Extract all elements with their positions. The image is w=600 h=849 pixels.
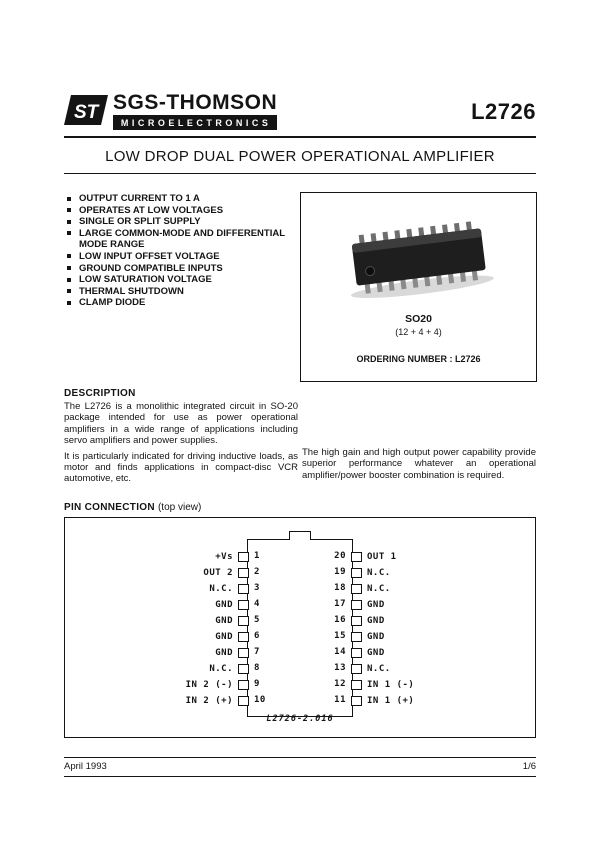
pin-label: IN 1 (+): [367, 696, 415, 706]
pin-row: [353, 661, 449, 677]
pin-label: N.C.: [367, 568, 391, 578]
pin-label: IN 2 (+): [185, 696, 233, 706]
footer-rule: [64, 757, 536, 758]
bullet-square-icon: [67, 266, 71, 270]
feature-label: OUTPUT CURRENT TO 1 A: [79, 193, 200, 204]
pin-number: 4: [254, 599, 260, 609]
pin-stub-icon: [238, 584, 249, 594]
feature-item: [66, 228, 298, 251]
left-pin-labels: [151, 549, 247, 709]
pin-number: 7: [254, 647, 260, 657]
pin-label: GND: [367, 632, 385, 642]
pin-row: [151, 661, 247, 677]
pin-number: 13: [334, 663, 346, 673]
header-rule: [64, 136, 536, 138]
brand-tagline: MICROELECTRONICS: [113, 115, 277, 130]
pin-number: 12: [334, 679, 346, 689]
svg-text:ST: ST: [74, 102, 99, 123]
pin-stub-icon: [238, 552, 249, 562]
pin-row: [151, 581, 247, 597]
package-name: SO20: [405, 313, 432, 325]
pin-stub-icon: [351, 552, 362, 562]
pin-number: 1: [254, 551, 260, 561]
description-paragraph: The L2726 is a monolithic integrated circuit in SO-20 package intended for use as power operational amplifiers in a wide range of applications including servo amplifiers and power supplies.: [64, 401, 298, 447]
feature-item: [66, 286, 298, 298]
pin-label: GND: [367, 616, 385, 626]
title-rule: [64, 173, 536, 174]
bullet-square-icon: [67, 208, 71, 212]
pin-row: [353, 613, 449, 629]
bullet-square-icon: [67, 254, 71, 258]
dip-diagram: [151, 539, 449, 717]
pin-number: 10: [254, 695, 266, 705]
right-pin-numbers: [334, 548, 352, 708]
left-pin-numbers: [248, 548, 266, 708]
page-title: LOW DROP DUAL POWER OPERATIONAL AMPLIFIER: [105, 148, 495, 165]
feature-label: LARGE COMMON-MODE AND DIFFERENTIAL MODE RANGE: [79, 227, 285, 251]
right-pin-labels: [353, 549, 449, 709]
pin-label: OUT 1: [367, 552, 397, 562]
pin-row: [151, 629, 247, 645]
pin-stub-icon: [351, 648, 362, 658]
feature-item: [66, 274, 298, 286]
pin-stub-icon: [238, 696, 249, 706]
brand-text-column: [113, 92, 277, 130]
pin-number: 11: [334, 695, 346, 705]
footer-page-number: 1/6: [522, 761, 536, 772]
pin-stub-icon: [238, 568, 249, 578]
pin-stub-icon: [238, 664, 249, 674]
pin-row: [353, 629, 449, 645]
feature-item: [66, 216, 298, 228]
pin-label: N.C.: [209, 584, 233, 594]
pin-label: GND: [367, 600, 385, 610]
pin-stub-icon: [351, 664, 362, 674]
feature-label: SINGLE OR SPLIT SUPPLY: [79, 216, 201, 228]
pin-label: GND: [215, 616, 233, 626]
pin-number: 17: [334, 599, 346, 609]
description-heading: DESCRIPTION: [64, 388, 136, 399]
pin-stub-icon: [351, 584, 362, 594]
bullet-square-icon: [67, 197, 71, 201]
pin-row: [353, 597, 449, 613]
pin-number: 14: [334, 647, 346, 657]
pin-row: [353, 645, 449, 661]
pin-label: GND: [215, 600, 233, 610]
description-right-paragraph: The high gain and high output power capability provide superior performance whatever an operational amplifier/power booster combination is required.: [302, 447, 536, 481]
ordering-number-value: L2726: [454, 354, 481, 364]
pin-label: N.C.: [367, 584, 391, 594]
pin-number: 18: [334, 583, 346, 593]
feature-item: [66, 251, 298, 263]
bullet-square-icon: [67, 220, 71, 224]
pin-label: GND: [215, 632, 233, 642]
feature-item: [66, 297, 298, 309]
pin-stub-icon: [351, 600, 362, 610]
pin-label: OUT 2: [203, 568, 233, 578]
pin-stub-icon: [238, 600, 249, 610]
dip-outline: [247, 539, 353, 717]
pin-row: [151, 565, 247, 581]
footer-bottom-rule: [64, 776, 536, 777]
pin-label: IN 2 (-): [185, 680, 233, 690]
pin-stub-icon: [238, 680, 249, 690]
pin-connection-title: PIN CONNECTION: [64, 502, 155, 513]
st-logo-icon: [64, 92, 108, 129]
ordering-number-label: ORDERING NUMBER :: [356, 354, 453, 364]
dip-notch: [289, 531, 311, 540]
feature-label: OPERATES AT LOW VOLTAGES: [79, 204, 224, 216]
part-number: L2726: [471, 99, 536, 124]
so20-package-image: [329, 211, 509, 306]
pin-number: 16: [334, 615, 346, 625]
footer-date: April 1993: [64, 761, 107, 772]
pin-row: [151, 677, 247, 693]
feature-label: LOW SATURATION VOLTAGE: [79, 274, 212, 286]
pin-connection-heading: [64, 502, 201, 513]
feature-label: THERMAL SHUTDOWN: [79, 285, 184, 297]
pin-stub-icon: [238, 648, 249, 658]
pin-row: [151, 613, 247, 629]
bullet-square-icon: [67, 289, 71, 293]
pin-row: [353, 549, 449, 565]
description-column: [64, 401, 298, 485]
pin-number: 20: [334, 551, 346, 561]
feature-item: [66, 205, 298, 217]
features-list: [66, 193, 298, 309]
diagram-caption: L2726-2.016: [266, 714, 334, 724]
feature-label: LOW INPUT OFFSET VOLTAGE: [79, 250, 220, 262]
bullet-square-icon: [67, 231, 71, 235]
pin-stub-icon: [351, 680, 362, 690]
pin-stub-icon: [351, 568, 362, 578]
feature-label: CLAMP DIODE: [79, 297, 146, 309]
pin-number: 6: [254, 631, 260, 641]
pin-row: [151, 645, 247, 661]
pin-row: [151, 549, 247, 565]
package-pin-count: (12 + 4 + 4): [395, 327, 442, 337]
pin-row: [353, 565, 449, 581]
pin-row: [151, 693, 247, 709]
pin-label: +Vs: [215, 552, 233, 562]
pin-diagram-box: [64, 517, 536, 738]
pin-number: 2: [254, 567, 260, 577]
bullet-square-icon: [67, 278, 71, 282]
pin-stub-icon: [351, 696, 362, 706]
pin-label: IN 1 (-): [367, 680, 415, 690]
brand-logo-block: [64, 92, 277, 130]
pin-row: [353, 581, 449, 597]
pin-stub-icon: [351, 632, 362, 642]
pin-number: 15: [334, 631, 346, 641]
bullet-square-icon: [67, 301, 71, 305]
pin-label: N.C.: [209, 664, 233, 674]
pin-label: GND: [367, 648, 385, 658]
pin-number: 5: [254, 615, 260, 625]
pin-number: 3: [254, 583, 260, 593]
top-view-label: (top view): [157, 502, 202, 513]
pin-number: 8: [254, 663, 260, 673]
pin-stub-icon: [238, 616, 249, 626]
pin-label: N.C.: [367, 664, 391, 674]
pin-stub-icon: [238, 632, 249, 642]
pin-stub-icon: [351, 616, 362, 626]
brand-name: SGS-THOMSON: [113, 91, 278, 114]
pin-row: [353, 677, 449, 693]
pin-row: [353, 693, 449, 709]
pin-number: 19: [334, 567, 346, 577]
feature-item: [66, 193, 298, 205]
pin-number: 9: [254, 679, 260, 689]
feature-label: GROUND COMPATIBLE INPUTS: [79, 262, 223, 274]
feature-item: [66, 263, 298, 275]
package-box: [300, 192, 537, 382]
ordering-number-line: [301, 354, 536, 364]
pin-row: [151, 597, 247, 613]
pin-label: GND: [215, 648, 233, 658]
description-paragraph: It is particularly indicated for driving inductive loads, as motor and finds applications in compact-disc VCR automotive, etc.: [64, 450, 298, 485]
